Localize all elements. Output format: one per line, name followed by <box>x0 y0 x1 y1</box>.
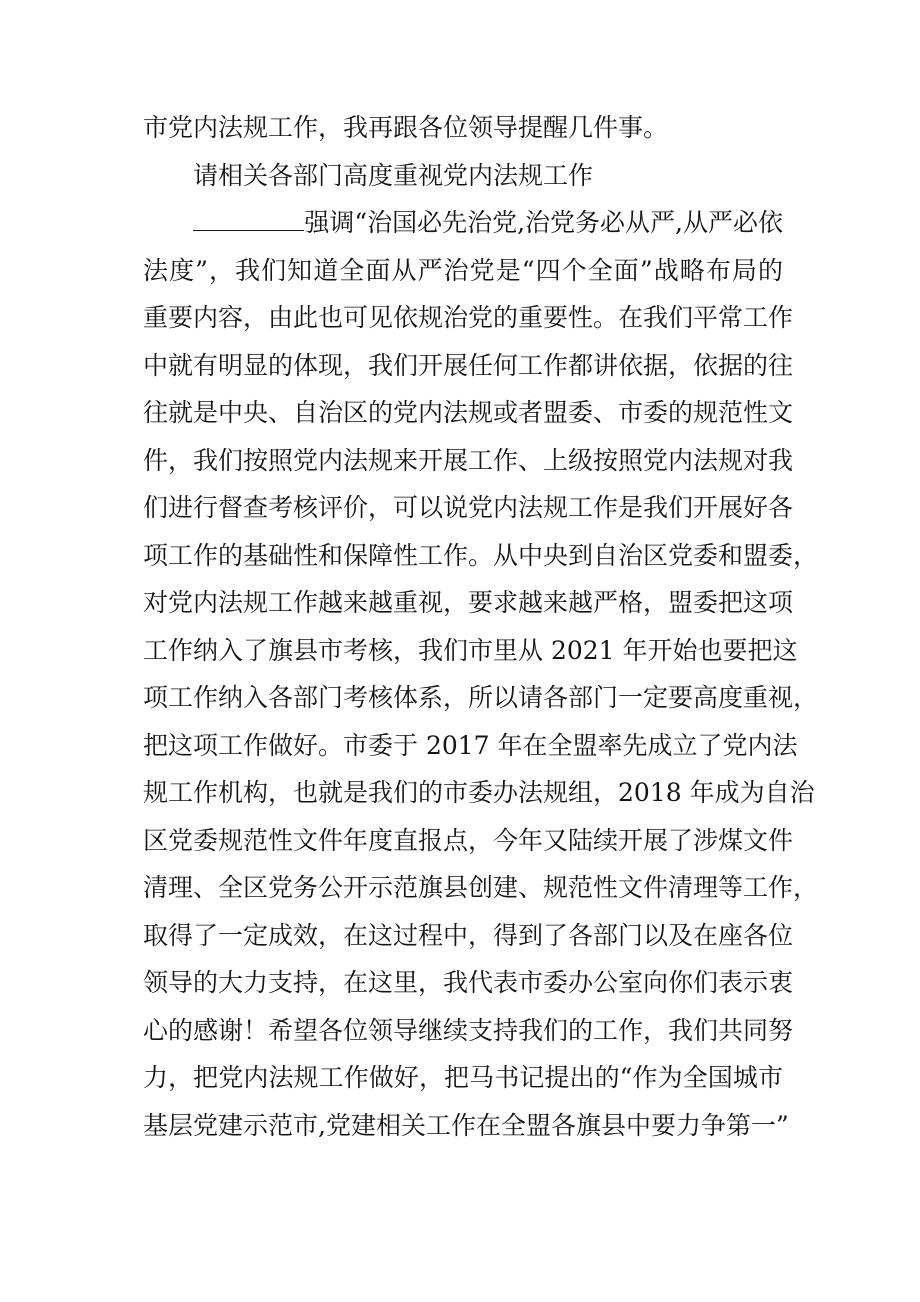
text-line: 工作纳入了旗县市考核，我们市里从 2021 年开始也要把这 <box>143 635 798 665</box>
text-line: 力，把党内法规工作做好，把马书记提出的“作为全国城市 <box>143 1063 783 1092</box>
text-line: 项工作的基础性和保障性工作。从中央到自治区党委和盟委， <box>143 540 819 570</box>
text-line: 清理、全区党务公开示范旗县创建、规范性文件清理等工作， <box>143 873 819 902</box>
text-line: 心的感谢！希望各位领导继续支持我们的工作，我们共同努 <box>143 1015 794 1045</box>
fill-in-blank <box>193 204 304 231</box>
text-line: 往就是中央、自治区的党内法规或者盟委、市委的规范性文 <box>143 398 794 427</box>
text-line: 们进行督查考核评价，可以说党内法规工作是我们开展好各 <box>143 493 794 522</box>
section-heading: 请相关各部门高度重视党内法规工作 <box>193 160 594 190</box>
text-line: 市党内法规工作，我再跟各位领导提醒几件事。 <box>143 113 669 142</box>
text-line: 项工作纳入各部门考核体系，所以请各部门一定要高度重视， <box>143 683 819 712</box>
text-line: 把这项工作做好。市委于 2017 年在全盟率先成立了党内法 <box>143 730 798 760</box>
text-line: 强调“治国必先治党,治党务必从严,从严必依 <box>304 208 783 237</box>
text-line: 法度”，我们知道全面从严治党是“四个全面”战略布局的 <box>143 255 783 285</box>
document-body <box>143 104 819 1149</box>
text-line: 基层党建示范市,党建相关工作在全盟各旗县中要力争第一” <box>143 1110 789 1140</box>
text-line: 中就有明显的体现，我们开展任何工作都讲依据，依据的往 <box>143 350 794 380</box>
text-line: 规工作机构，也就是我们的市委办法规组，2018 年成为自治 <box>143 778 815 807</box>
text-line: 区党委规范性文件年度直报点，今年又陆续开展了涉煤文件 <box>143 825 794 855</box>
text-line: 取得了一定成效，在这过程中，得到了各部门以及在座各位 <box>143 920 794 950</box>
text-line: 对党内法规工作越来越重视，要求越来越严格，盟委把这项 <box>143 588 794 617</box>
text-line: 领导的大力支持，在这里，我代表市委办公室向你们表示衷 <box>143 968 794 997</box>
text-line-with-blank <box>143 199 783 247</box>
text-line: 重要内容，由此也可见依规治党的重要性。在我们平常工作 <box>143 303 794 332</box>
text-line: 件，我们按照党内法规来开展工作、上级按照党内法规对我 <box>143 445 794 475</box>
